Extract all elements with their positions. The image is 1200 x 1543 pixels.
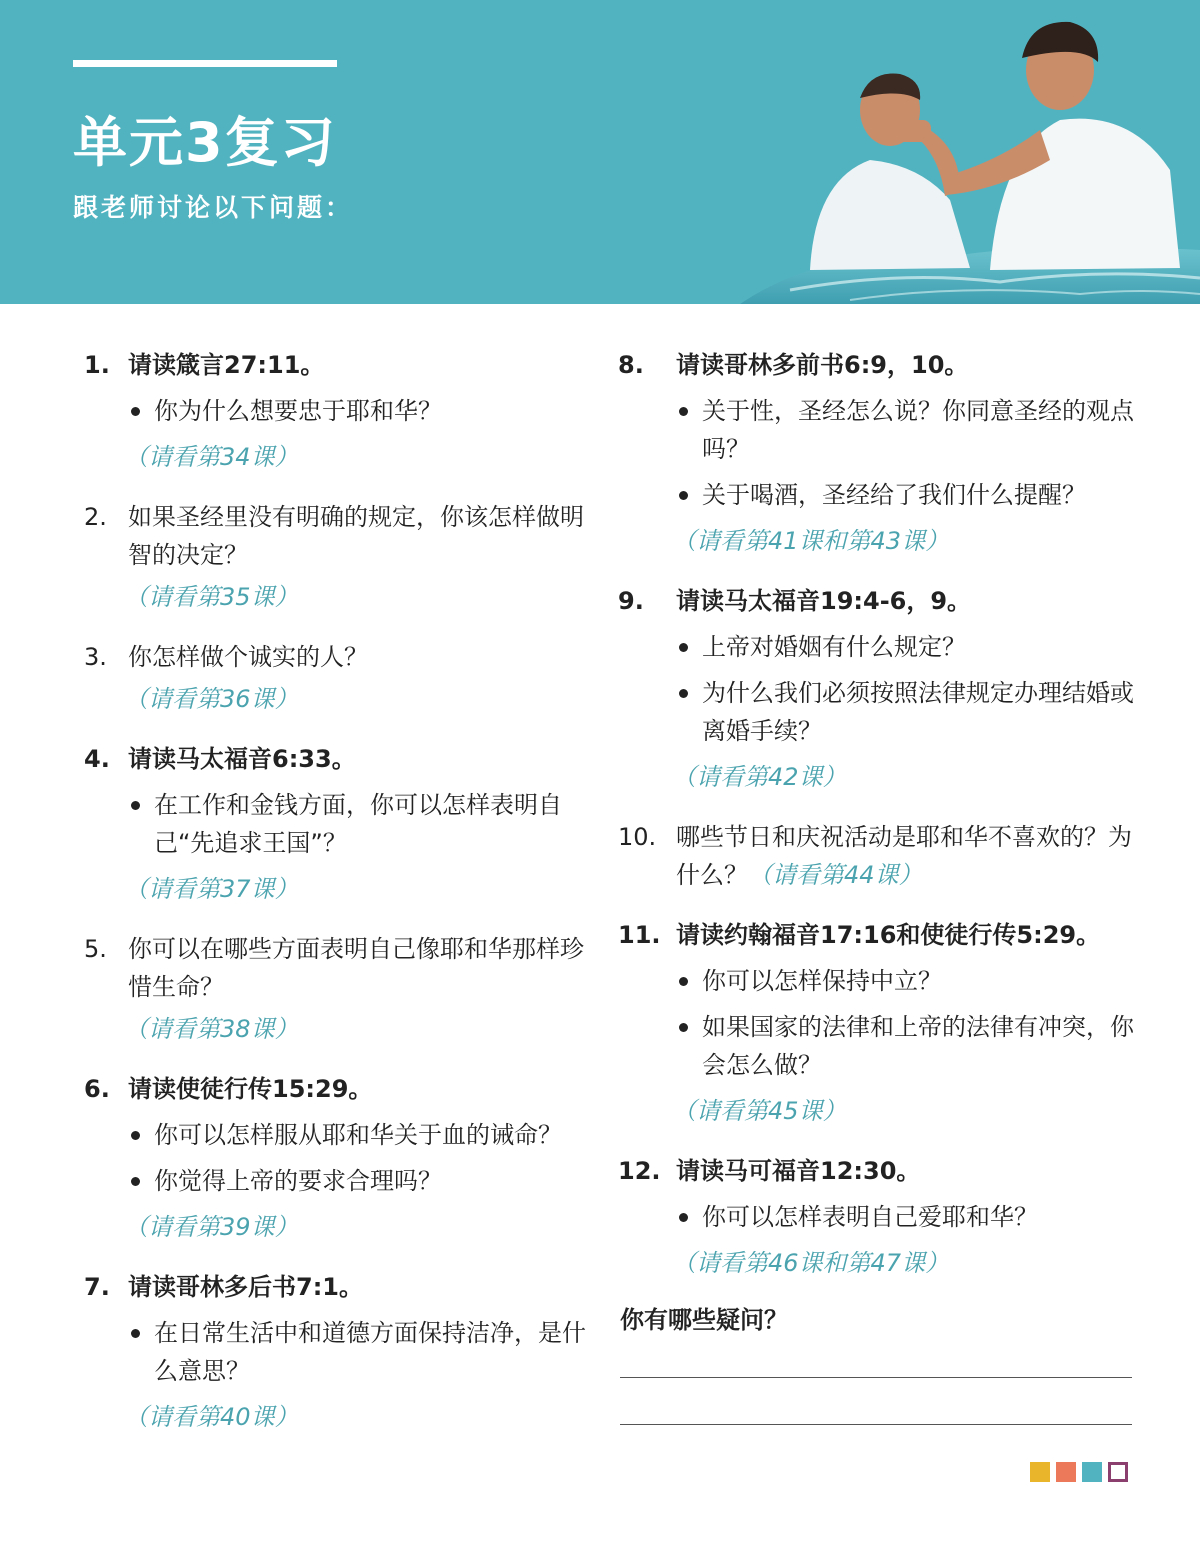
question-number: 9. [618, 587, 644, 615]
question-item [84, 1268, 594, 1436]
question-text: 请读马太福音19:4-6，9。 [676, 587, 972, 615]
question-row [618, 582, 1148, 620]
bullet-text: 为什么我们必须按照法律规定办理结婚或离婚手续？ [702, 679, 1134, 745]
page-title: 单元3复习 [73, 111, 337, 174]
lesson-reference: （请看第34课） [124, 443, 299, 471]
question-row [618, 916, 1148, 954]
question-item [84, 930, 594, 1048]
question-number: 5. [84, 935, 107, 963]
page-header [0, 0, 1200, 304]
question-text: 请读马太福音6:33。 [128, 745, 356, 773]
bullet-dot-icon [679, 1023, 688, 1032]
bullet-item [676, 674, 1148, 750]
bullet-item [676, 1198, 1148, 1236]
bullet-dot-icon [679, 977, 688, 986]
question-text: 请读箴言27:11。 [128, 351, 325, 379]
color-square [1056, 1462, 1076, 1482]
questions-heading: 你有哪些疑问？ [620, 1306, 788, 1334]
question-number: 12. [618, 1157, 661, 1185]
question-row [84, 930, 594, 1006]
lesson-reference: （请看第36课） [124, 685, 299, 713]
bullet-item [676, 476, 1148, 514]
question-number: 3. [84, 643, 107, 671]
question-text: 你可以在哪些方面表明自己像耶和华那样珍惜生命？ [128, 935, 584, 1001]
question-item [618, 818, 1148, 894]
color-square [1108, 1462, 1128, 1482]
bullet-text: 你为什么想要忠于耶和华？ [154, 397, 442, 425]
left-column [84, 346, 594, 1458]
question-item [618, 582, 1148, 796]
question-text: 请读哥林多后书7:1。 [128, 1273, 363, 1301]
bullet-list [676, 1198, 1148, 1236]
bullet-text: 在日常生活中和道德方面保持洁净，是什么意思？ [154, 1319, 586, 1385]
question-text: 哪些节日和庆祝活动是耶和华不喜欢的？为什么？（请看第44课） [676, 823, 1132, 889]
question-text: 请读哥林多前书6:9，10。 [676, 351, 969, 379]
bullet-text: 关于喝酒，圣经给了我们什么提醒？ [702, 481, 1086, 509]
bullet-dot-icon [679, 407, 688, 416]
bullet-item [128, 786, 594, 862]
bullet-list [128, 1314, 594, 1390]
question-item [618, 1152, 1148, 1282]
question-item [84, 638, 594, 718]
bullet-dot-icon [131, 1177, 140, 1186]
bullet-item [676, 392, 1148, 468]
bullet-list [676, 628, 1148, 750]
answer-line [620, 1424, 1132, 1425]
bullet-dot-icon [679, 643, 688, 652]
right-column [618, 346, 1148, 1304]
question-number: 2. [84, 503, 107, 531]
bullet-item [676, 1008, 1148, 1084]
bullet-item [128, 1116, 594, 1154]
lesson-reference: （请看第38课） [124, 1015, 299, 1043]
question-text: 请读使徒行传15:29。 [128, 1075, 373, 1103]
question-row [84, 1070, 594, 1108]
bullet-text: 如果国家的法律和上帝的法律有冲突，你会怎么做？ [702, 1013, 1134, 1079]
question-row [84, 1268, 594, 1306]
lesson-reference: （请看第37课） [124, 875, 299, 903]
lesson-reference: （请看第39课） [124, 1213, 299, 1241]
question-row [84, 740, 594, 778]
bullet-item [128, 1314, 594, 1390]
bullet-item [128, 1162, 594, 1200]
page-subtitle: 跟老师讨论以下问题： [73, 193, 354, 222]
bullet-text: 你可以怎样服从耶和华关于血的诫命？ [154, 1121, 562, 1149]
question-text: 请读马可福音12:30。 [676, 1157, 921, 1185]
question-item [84, 1070, 594, 1246]
question-row [84, 346, 594, 384]
question-item [618, 346, 1148, 560]
question-number: 6. [84, 1075, 110, 1103]
question-number: 4. [84, 745, 110, 773]
bullet-text: 上帝对婚姻有什么规定？ [702, 633, 966, 661]
question-number: 11. [618, 921, 661, 949]
lesson-reference: （请看第46课和第47课） [672, 1249, 950, 1277]
bullet-text: 在工作和金钱方面，你可以怎样表明自己“先追求王国”？ [154, 791, 562, 857]
lesson-reference: （请看第45课） [672, 1097, 847, 1125]
question-item [84, 740, 594, 908]
question-text: 如果圣经里没有明确的规定，你该怎样做明智的决定？ [128, 503, 584, 569]
question-text: 请读约翰福音17:16和使徒行传5:29。 [676, 921, 1101, 949]
bullet-item [676, 962, 1148, 1000]
color-square [1082, 1462, 1102, 1482]
bullet-dot-icon [131, 801, 140, 810]
question-row [618, 346, 1148, 384]
color-squares [1030, 1462, 1128, 1482]
question-item [84, 498, 594, 616]
bullet-dot-icon [131, 1131, 140, 1140]
bullet-text: 你可以怎样保持中立？ [702, 967, 942, 995]
bullet-text: 关于性，圣经怎么说？你同意圣经的观点吗？ [702, 397, 1134, 463]
bullet-list [676, 962, 1148, 1084]
lesson-reference: （请看第44课） [748, 861, 923, 889]
baptism-illustration [700, 0, 1200, 304]
bullet-item [128, 392, 594, 430]
bullet-dot-icon [679, 1213, 688, 1222]
bullet-list [128, 392, 594, 430]
lesson-reference: （请看第40课） [124, 1403, 299, 1431]
bullet-list [128, 786, 594, 862]
bullet-list [676, 392, 1148, 514]
bullet-dot-icon [679, 689, 688, 698]
bullet-item [676, 628, 1148, 666]
header-rule [73, 60, 337, 67]
bullet-text: 你可以怎样表明自己爱耶和华？ [702, 1203, 1038, 1231]
bullet-dot-icon [679, 491, 688, 500]
bullet-dot-icon [131, 1329, 140, 1338]
bullet-list [128, 1116, 594, 1200]
question-number: 1. [84, 351, 110, 379]
question-number: 8. [618, 351, 644, 379]
question-row [84, 498, 594, 574]
bullet-dot-icon [131, 407, 140, 416]
question-row [618, 818, 1148, 894]
answer-line [620, 1377, 1132, 1378]
lesson-reference: （请看第35课） [124, 583, 299, 611]
bullet-text: 你觉得上帝的要求合理吗？ [154, 1167, 442, 1195]
question-row [618, 1152, 1148, 1190]
question-number: 10. [618, 823, 657, 851]
question-row [84, 638, 594, 676]
lesson-reference: （请看第42课） [672, 763, 847, 791]
lesson-reference: （请看第41课和第43课） [672, 527, 950, 555]
question-item [84, 346, 594, 476]
question-text: 你怎样做个诚实的人？ [128, 643, 368, 671]
question-number: 7. [84, 1273, 110, 1301]
color-square [1030, 1462, 1050, 1482]
question-item [618, 916, 1148, 1130]
